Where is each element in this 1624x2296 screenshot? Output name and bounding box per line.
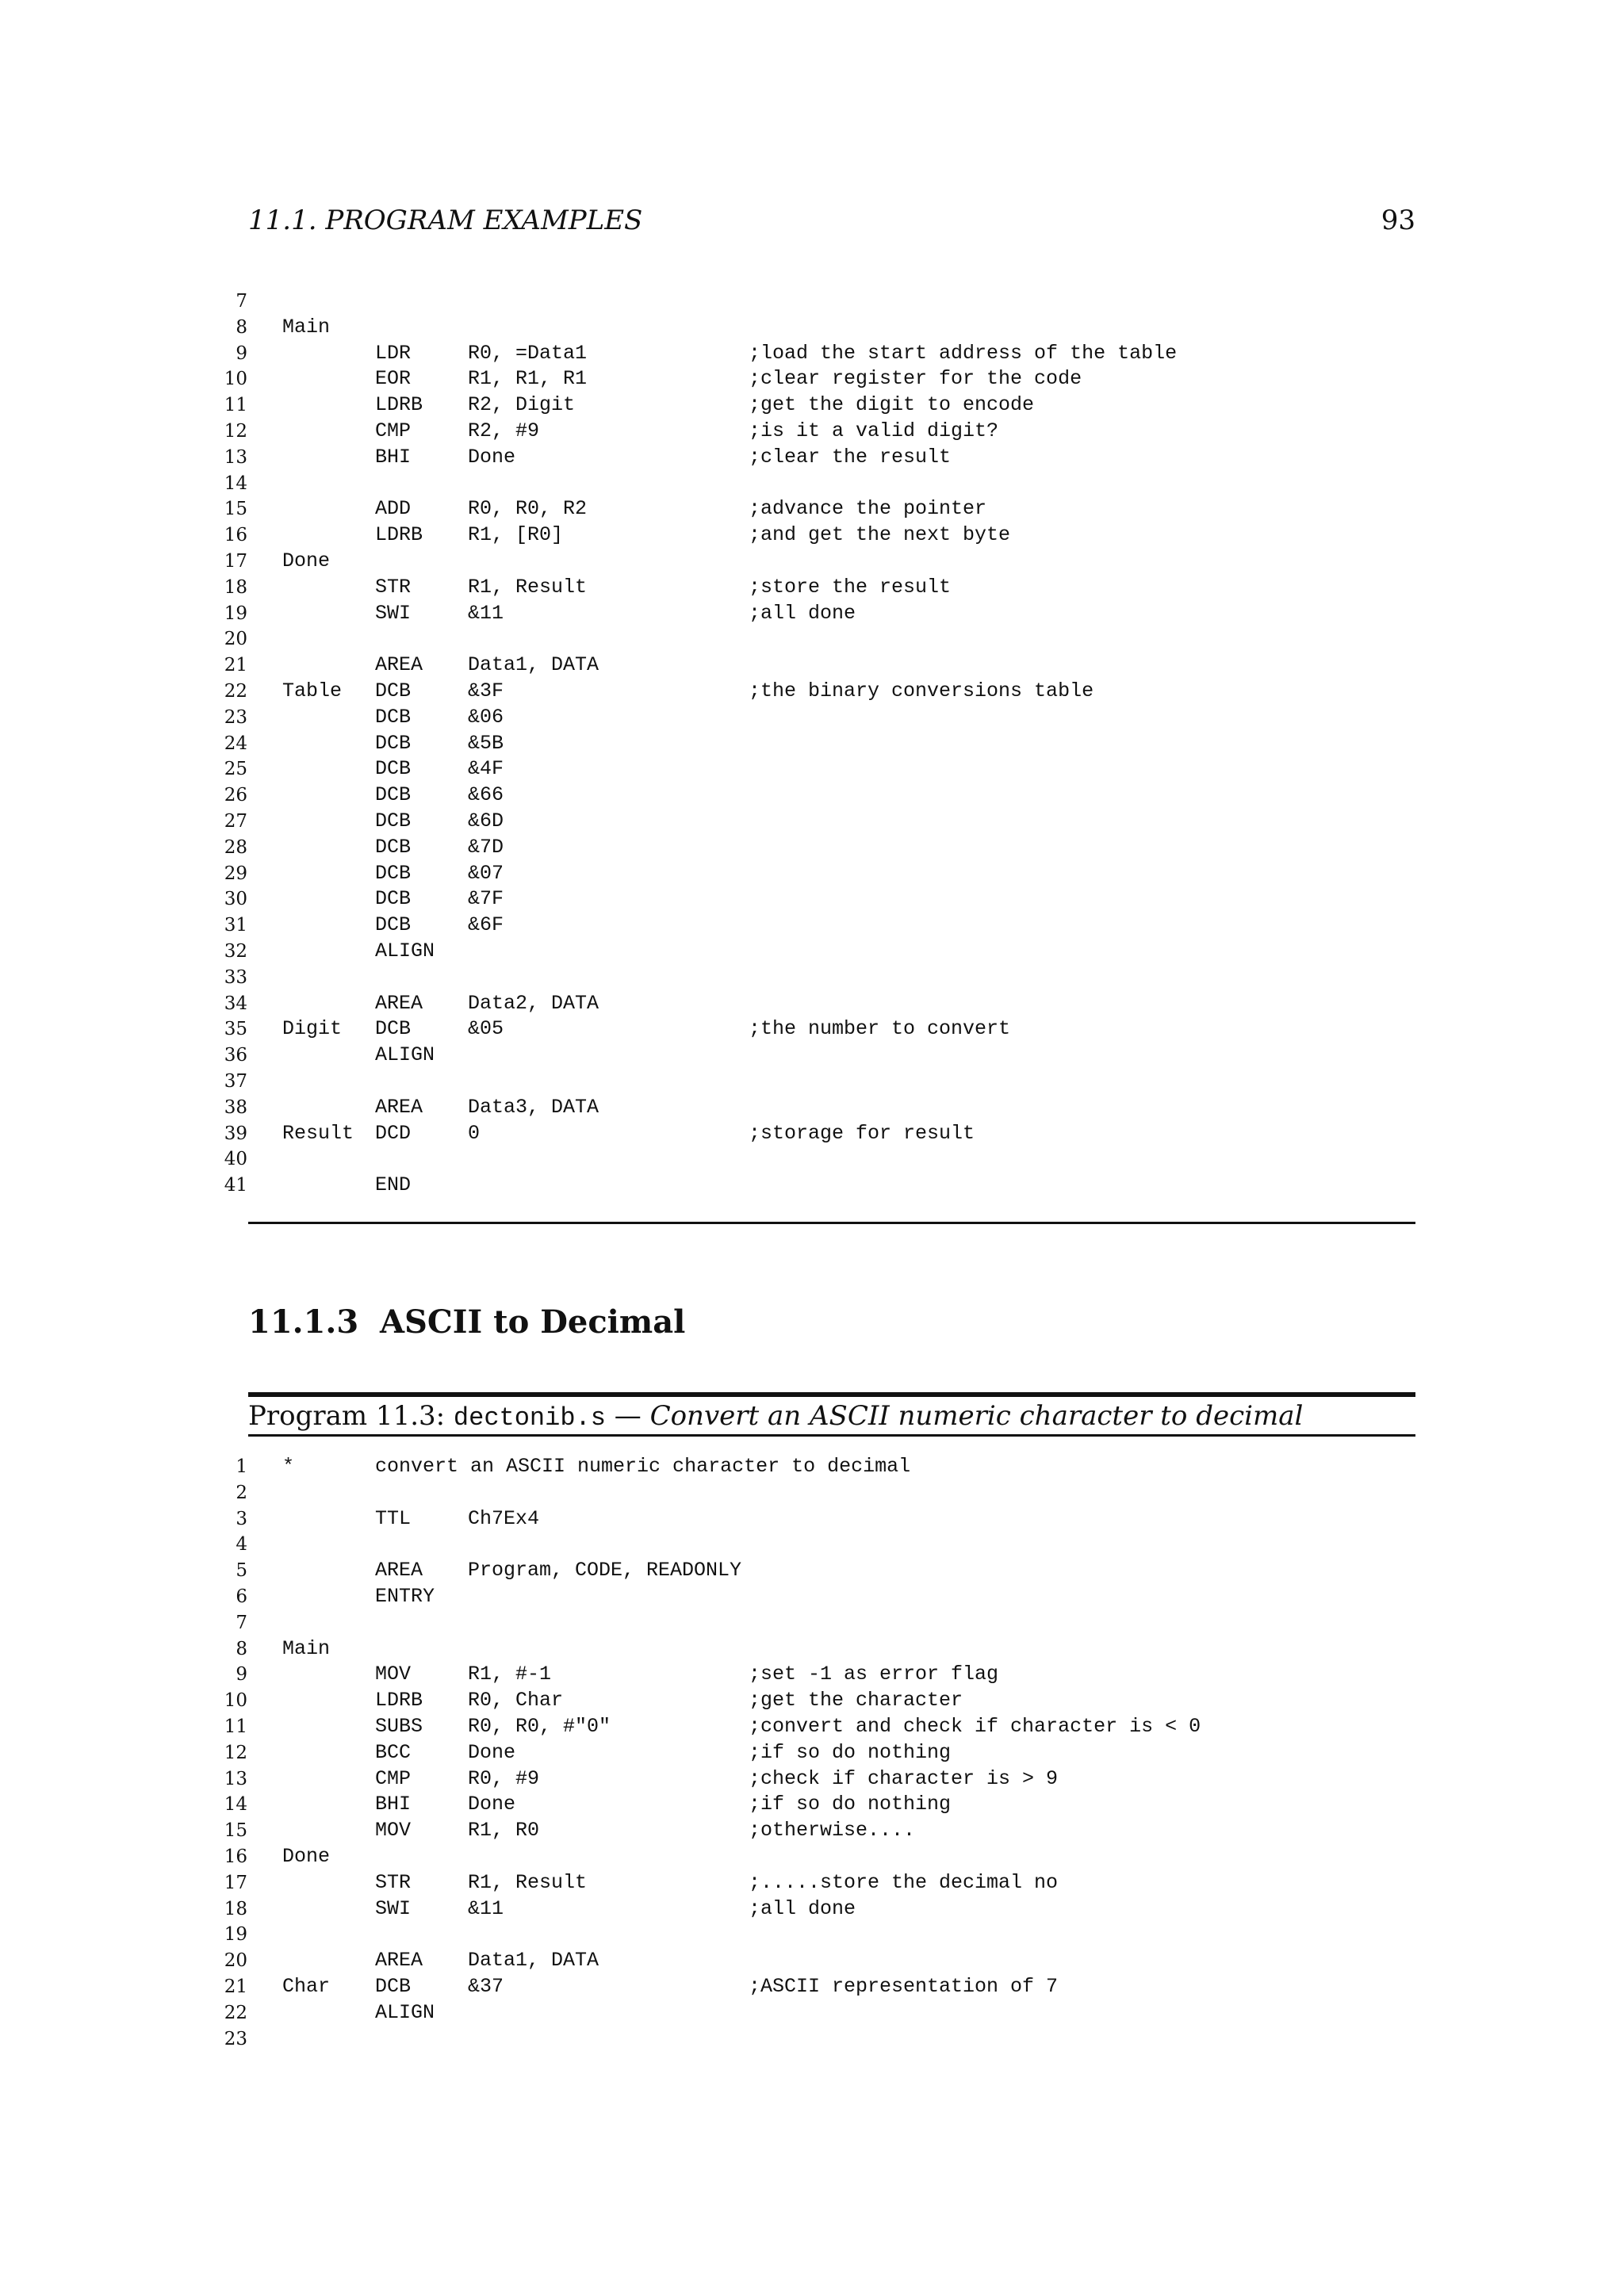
code-opcode: DCB — [375, 913, 412, 937]
code-line — [0, 1818, 1624, 1844]
code-line — [0, 1532, 1624, 1558]
code-line — [0, 1766, 1624, 1793]
caption-bottom-rule — [248, 1434, 1415, 1437]
code-opcode: DCB — [375, 861, 412, 885]
code-label: Result — [282, 1121, 354, 1145]
code-operands: Data2, DATA — [468, 991, 599, 1015]
caption-top-rule — [248, 1392, 1415, 1397]
code-line — [0, 1558, 1624, 1584]
line-number: 38 — [224, 1096, 247, 1118]
code-line — [0, 1662, 1624, 1688]
line-number: 14 — [224, 1794, 247, 1816]
code-opcode: DCB — [375, 835, 412, 859]
code-line — [0, 861, 1624, 887]
line-number: 41 — [224, 1175, 247, 1196]
code-opcode: DCB — [375, 783, 412, 807]
code-line — [0, 575, 1624, 601]
code-operands: &07 — [468, 861, 504, 885]
code-line — [0, 1896, 1624, 1923]
code-opcode: STR — [375, 1870, 412, 1894]
code-operands: Ch7Ex4 — [468, 1506, 540, 1530]
code-line — [0, 1792, 1624, 1818]
code-opcode: ALIGN — [375, 939, 435, 962]
code-line — [0, 886, 1624, 913]
code-opcode: SWI — [375, 601, 412, 625]
code-operands: &5B — [468, 731, 504, 755]
section-number: 11.1.3 — [248, 1303, 359, 1341]
code-comment: ;set -1 as error flag — [749, 1663, 999, 1686]
code-line — [0, 1480, 1624, 1506]
code-line — [0, 1506, 1624, 1533]
code-operands: Data3, DATA — [468, 1095, 599, 1119]
code-line — [0, 471, 1624, 497]
line-number: 16 — [224, 525, 247, 546]
code-opcode: STR — [375, 575, 412, 599]
code-line — [0, 289, 1624, 315]
code-comment: ;ASCII representation of 7 — [749, 1974, 1059, 1998]
line-number: 33 — [224, 966, 247, 988]
code-line — [0, 1173, 1624, 1199]
code-comment: ;advance the pointer — [749, 497, 987, 521]
code-opcode: LDR — [375, 341, 412, 365]
code-operands: R2, Digit — [468, 393, 576, 417]
code-line — [0, 1844, 1624, 1870]
code-comment: ;get the character — [749, 1689, 963, 1712]
code-label: Char — [282, 1974, 331, 1998]
line-number: 3 — [236, 1508, 247, 1529]
code-line — [0, 601, 1624, 627]
code-line — [0, 1610, 1624, 1636]
code-opcode: CMP — [375, 419, 412, 442]
code-operands: R0, R0, #"0" — [468, 1714, 611, 1738]
line-number: 1 — [236, 1456, 247, 1477]
code-line — [0, 1688, 1624, 1714]
code-line — [0, 392, 1624, 419]
line-number: 37 — [224, 1070, 247, 1092]
line-number: 2 — [236, 1482, 247, 1503]
line-number: 8 — [236, 1638, 247, 1659]
line-number: 31 — [224, 915, 247, 936]
code-operands: &7F — [468, 887, 504, 911]
line-number: 8 — [236, 316, 247, 338]
code-comment: ;if so do nothing — [749, 1793, 952, 1816]
line-number: 23 — [224, 2028, 247, 2049]
code-opcode: ADD — [375, 497, 412, 521]
code-line — [0, 366, 1624, 392]
code-line — [0, 445, 1624, 471]
line-number: 35 — [224, 1019, 247, 1040]
code-operands: R1, R1, R1 — [468, 367, 588, 391]
code-operands: &4F — [468, 757, 504, 781]
code-operands: R2, #9 — [468, 419, 540, 442]
code-operands: Done — [468, 445, 516, 469]
code-opcode: AREA — [375, 1949, 423, 1973]
code-comment: ;store the result — [749, 575, 952, 599]
code-opcode: END — [375, 1173, 412, 1197]
line-number: 24 — [224, 733, 247, 754]
line-number: 7 — [236, 291, 247, 312]
line-number: 20 — [224, 629, 247, 650]
line-number: 19 — [224, 603, 247, 624]
code-comment: ;check if character is > 9 — [749, 1766, 1059, 1790]
code-operands: R0, Char — [468, 1689, 564, 1712]
code-opcode: DCB — [375, 731, 412, 755]
code-line — [0, 1454, 1624, 1480]
code-operands: &06 — [468, 705, 504, 729]
code-line — [0, 913, 1624, 939]
code-line — [0, 756, 1624, 783]
code-opcode: convert an ASCII numeric character to decimal — [375, 1455, 911, 1478]
code-comment: ;the binary conversions table — [749, 679, 1094, 702]
line-number: 11 — [224, 1716, 247, 1737]
code-opcode: CMP — [375, 1766, 412, 1790]
code-opcode: AREA — [375, 991, 423, 1015]
page-number: 93 — [1381, 205, 1415, 236]
code-comment: ;if so do nothing — [749, 1740, 952, 1764]
line-number: 28 — [224, 836, 247, 858]
line-number: 18 — [224, 576, 247, 598]
code-opcode: DCD — [375, 1121, 412, 1145]
code-operands: Done — [468, 1793, 516, 1816]
code-opcode: ALIGN — [375, 1043, 435, 1067]
code-listing-top — [0, 289, 1624, 1199]
code-comment: ;and get the next byte — [749, 523, 1011, 547]
code-opcode: AREA — [375, 653, 423, 677]
code-label: Done — [282, 549, 331, 572]
code-line — [0, 419, 1624, 445]
code-opcode: DCB — [375, 1017, 412, 1041]
code-line — [0, 1636, 1624, 1663]
code-opcode: DCB — [375, 679, 412, 702]
line-number: 18 — [224, 1898, 247, 1919]
code-operands: Done — [468, 1740, 516, 1764]
listing-end-rule — [248, 1222, 1415, 1224]
code-comment: ;all done — [749, 601, 856, 625]
line-number: 19 — [224, 1924, 247, 1946]
line-number: 10 — [224, 1690, 247, 1712]
code-comment: ;storage for result — [749, 1121, 975, 1145]
code-listing-bottom — [0, 1454, 1624, 2052]
code-line — [0, 2000, 1624, 2026]
line-number: 39 — [224, 1123, 247, 1144]
code-label: Main — [282, 1636, 331, 1660]
running-header-title: 11.1. PROGRAM EXAMPLES — [248, 205, 643, 236]
code-opcode: LDRB — [375, 393, 423, 417]
code-label: Main — [282, 315, 331, 339]
line-number: 20 — [224, 1950, 247, 1972]
code-operands: R1, #-1 — [468, 1663, 552, 1686]
caption-separator: — — [605, 1400, 650, 1432]
code-line — [0, 731, 1624, 757]
code-operands: R0, =Data1 — [468, 341, 588, 365]
line-number: 15 — [224, 499, 247, 520]
line-number: 26 — [224, 785, 247, 806]
code-opcode: BCC — [375, 1740, 412, 1764]
code-comment: ;get the digit to encode — [749, 393, 1035, 417]
code-operands: R0, R0, R2 — [468, 497, 588, 521]
line-number: 40 — [224, 1149, 247, 1170]
code-opcode: MOV — [375, 1819, 412, 1843]
code-opcode: MOV — [375, 1663, 412, 1686]
code-comment: ;is it a valid digit? — [749, 419, 999, 442]
code-comment: ;.....store the decimal no — [749, 1870, 1059, 1894]
code-operands: &3F — [468, 679, 504, 702]
code-opcode: ENTRY — [375, 1584, 435, 1608]
code-line — [0, 1714, 1624, 1740]
section-title: ASCII to Decimal — [380, 1303, 686, 1341]
section-heading — [248, 1303, 685, 1341]
line-number: 15 — [224, 1820, 247, 1842]
code-opcode: AREA — [375, 1559, 423, 1582]
code-line — [0, 705, 1624, 731]
line-number: 32 — [224, 940, 247, 962]
line-number: 21 — [224, 655, 247, 676]
code-operands: Data1, DATA — [468, 653, 599, 677]
code-line — [0, 1948, 1624, 1974]
code-line — [0, 939, 1624, 965]
code-operands: &37 — [468, 1974, 504, 1998]
code-line — [0, 1146, 1624, 1173]
code-line — [0, 809, 1624, 835]
code-line — [0, 1584, 1624, 1610]
code-line — [0, 1922, 1624, 1948]
code-opcode: DCB — [375, 705, 412, 729]
line-number: 12 — [224, 1742, 247, 1763]
code-operands: &05 — [468, 1017, 504, 1041]
code-line — [0, 1043, 1624, 1069]
code-line — [0, 626, 1624, 652]
code-opcode: DCB — [375, 887, 412, 911]
line-number: 16 — [224, 1846, 247, 1867]
line-number: 5 — [236, 1560, 247, 1582]
code-comment: ;all done — [749, 1896, 856, 1920]
line-number: 17 — [224, 550, 247, 572]
line-number: 34 — [224, 993, 247, 1014]
code-label: * — [282, 1455, 295, 1478]
code-comment: ;otherwise.... — [749, 1819, 916, 1843]
line-number: 17 — [224, 1872, 247, 1893]
line-number: 10 — [224, 369, 247, 390]
code-comment: ;the number to convert — [749, 1017, 1011, 1041]
code-line — [0, 522, 1624, 549]
code-line — [0, 965, 1624, 991]
code-operands: &6F — [468, 913, 504, 937]
code-operands: &11 — [468, 1896, 504, 1920]
code-opcode: LDRB — [375, 523, 423, 547]
line-number: 9 — [236, 1664, 247, 1686]
code-line — [0, 341, 1624, 367]
code-label: Done — [282, 1844, 331, 1868]
line-number: 29 — [224, 863, 247, 884]
line-number: 23 — [224, 706, 247, 728]
code-line — [0, 835, 1624, 861]
code-opcode: BHI — [375, 1793, 412, 1816]
line-number: 11 — [224, 395, 247, 416]
code-line — [0, 652, 1624, 679]
code-operands: R1, Result — [468, 575, 588, 599]
caption-prefix: Program 11.3: — [248, 1400, 454, 1432]
code-line — [0, 1095, 1624, 1121]
line-number: 27 — [224, 810, 247, 832]
code-line — [0, 549, 1624, 575]
code-comment: ;convert and check if character is < 0 — [749, 1714, 1201, 1738]
code-operands: R1, R0 — [468, 1819, 540, 1843]
code-line — [0, 679, 1624, 705]
program-caption — [248, 1400, 1303, 1433]
code-opcode: SWI — [375, 1896, 412, 1920]
code-opcode: LDRB — [375, 1689, 423, 1712]
code-opcode: DCB — [375, 757, 412, 781]
code-opcode: BHI — [375, 445, 412, 469]
code-operands: Data1, DATA — [468, 1949, 599, 1973]
line-number: 6 — [236, 1586, 247, 1607]
code-line — [0, 1870, 1624, 1896]
code-line — [0, 2026, 1624, 2053]
code-operands: &6D — [468, 809, 504, 832]
caption-filename: dectonib.s — [453, 1403, 606, 1433]
code-opcode: DCB — [375, 809, 412, 832]
code-label: Table — [282, 679, 343, 702]
line-number: 21 — [224, 1976, 247, 1997]
line-number: 25 — [224, 759, 247, 780]
line-number: 4 — [236, 1534, 247, 1556]
code-line — [0, 1121, 1624, 1147]
code-comment: ;clear the result — [749, 445, 952, 469]
code-line — [0, 991, 1624, 1017]
line-number: 22 — [224, 680, 247, 702]
line-number: 14 — [224, 473, 247, 494]
line-number: 12 — [224, 420, 247, 442]
code-operands: 0 — [468, 1121, 481, 1145]
code-line — [0, 1974, 1624, 2000]
code-operands: Program, CODE, READONLY — [468, 1559, 742, 1582]
code-operands: R1, [R0] — [468, 523, 564, 547]
code-opcode: EOR — [375, 367, 412, 391]
line-number: 9 — [236, 342, 247, 364]
code-comment: ;clear register for the code — [749, 367, 1082, 391]
line-number: 36 — [224, 1045, 247, 1066]
code-opcode: DCB — [375, 1974, 412, 1998]
code-operands: R1, Result — [468, 1870, 588, 1894]
code-opcode: ALIGN — [375, 2000, 435, 2024]
line-number: 13 — [224, 1768, 247, 1789]
line-number: 7 — [236, 1612, 247, 1633]
code-label: Digit — [282, 1017, 343, 1041]
line-number: 13 — [224, 446, 247, 468]
code-line — [0, 783, 1624, 809]
line-number: 22 — [224, 2002, 247, 2023]
code-operands: &66 — [468, 783, 504, 807]
code-opcode: TTL — [375, 1506, 412, 1530]
code-line — [0, 496, 1624, 522]
code-line — [0, 1016, 1624, 1043]
running-header — [248, 205, 1415, 239]
code-opcode: AREA — [375, 1095, 423, 1119]
code-operands: R0, #9 — [468, 1766, 540, 1790]
code-opcode: SUBS — [375, 1714, 423, 1738]
line-number: 30 — [224, 889, 247, 910]
code-operands: &7D — [468, 835, 504, 859]
code-comment: ;load the start address of the table — [749, 341, 1178, 365]
code-line — [0, 315, 1624, 341]
code-operands: &11 — [468, 601, 504, 625]
code-line — [0, 1740, 1624, 1766]
code-line — [0, 1069, 1624, 1095]
caption-description: Convert an ASCII numeric character to decimal — [649, 1400, 1304, 1432]
